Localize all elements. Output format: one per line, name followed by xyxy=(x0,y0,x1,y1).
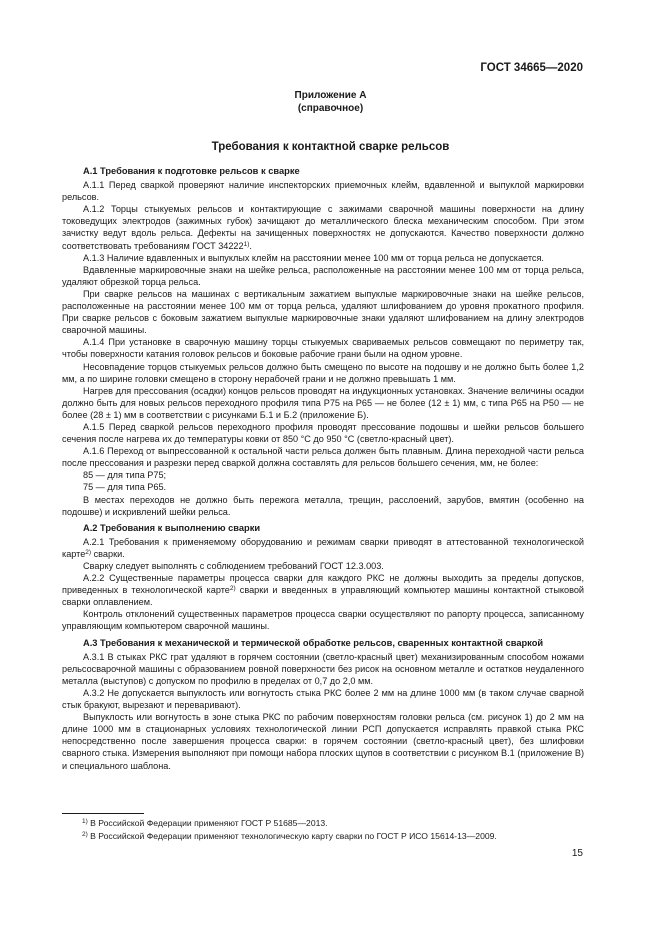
footnote-mark: 2) xyxy=(82,831,88,838)
footnotes xyxy=(62,817,584,843)
paragraph: Нагрев для прессования (осадки) концов рельсов проводят на индукционных установках. Значение величины осадки должно быть для новых рельсов переходного профиля типа Р75 на Р65 — не более (12 ± 1) мм, с типа Р65 на Р50 — не более (28 ± 1) мм в соответствии с рисунками Б.1 и Б.2 (приложение Б). xyxy=(62,385,584,420)
section-heading-a2: А.2 Требования к выполнению сварки xyxy=(83,522,261,533)
list-item: 85 — для типа Р75; xyxy=(83,470,167,481)
footnote-mark: 1) xyxy=(82,818,88,825)
paragraph-text: А.2.1 Требования к применяемому оборудованию и режимам сварки приводят в аттестованной технологической карте xyxy=(62,536,584,559)
paragraph xyxy=(62,203,584,251)
paragraph: А.3.2 Не допускается выпуклость или вогнутость стыка РКС более 2 мм на длине 1000 мм (в таком случае сварной стык бракуют, вырезают и переваривают). xyxy=(62,687,584,711)
paragraph: А.1.6 Переход от выпрессованной к остальной части рельса должен быть плавным. Длина переходной части рельса после прессования и разрезки перед сваркой должна составлять для рельсов большего сечения, мм, не более: xyxy=(62,446,584,469)
paragraph: А.1.4 При установке в сварочную машину торцы стыкуемых свариваемых рельсов совмещают по периметру так, чтобы поверхности катания головок рельсов и боковые рабочие грани были на одном уровне. xyxy=(62,337,584,360)
document-body xyxy=(62,165,584,772)
footnote-text: В Российской Федерации применяют технологическую карту сварки по ГОСТ Р ИСО 15614-13—2009. xyxy=(87,831,497,841)
appendix-title: Приложение А xyxy=(294,90,367,101)
section-heading-a3: А.3 Требования к механической и термической обработке рельсов, сваренных контактной сваркой xyxy=(83,637,544,648)
paragraph: Выпуклость или вогнутость в зоне стыка РКС по рабочим поверхностям головки рельса (см. рисунок 1) до 2 мм на длине 1000 мм в стационарных условиях технологической линии РСП допускается исправлять правкой стыка РКС непосредственно после завершения процесса сварки: в горячем состоянии (светло-красный цвет), без шлифовки сварного стыка. Измерения выполняют при помощи набора плоских щупов в соответствии с рисунком В.1 (приложение В) и специального шаблона. xyxy=(62,712,584,771)
footnote-divider xyxy=(62,813,144,814)
paragraph: Вдавленные маркировочные знаки на шейке рельса, расположенные на расстоянии менее 100 мм от торца рельса, удаляют обрезкой торца рельса. xyxy=(62,264,584,287)
paragraph-text: сварки. xyxy=(91,548,125,559)
footnote-1 xyxy=(62,817,584,830)
footnote-ref: 2) xyxy=(85,548,92,556)
paragraph-text: А.2.2 Существенные параметры процесса сварки для каждого РКС не должны выходить за пределы допусков, приведенных в технологической карте xyxy=(62,573,584,596)
paragraph: А.1.3 Наличие вдавленных и выпуклых клейм на расстоянии менее 100 мм от торца рельса не допускается. xyxy=(83,252,544,263)
footnote-2 xyxy=(62,830,584,843)
page-number: 15 xyxy=(571,848,583,859)
footnote-text: В Российской Федерации применяют ГОСТ Р 51685—2013. xyxy=(87,818,328,828)
paragraph: А.3.1 В стыках РКС грат удаляют в горячем состоянии (светло-красный цвет) механизированным способом ножами рельсосварочной машины с образованием ровной поверхности без рисок на основном металле и остатков неудаленного металла (выступов) с допуском по профилю в пределах от 0,7 до 2,0 мм. xyxy=(62,651,584,686)
list-item: 75 — для типа Р65. xyxy=(83,482,167,493)
paragraph: При сварке рельсов на машинах с вертикальным зажатием выпуклые маркировочные знаки на шейке рельсов, расположенные на расстоянии менее 100 мм от торца рельса, удаляют шлифованием до уровня прокатного профиля. При сварке рельсов с боковым зажатием выпуклые маркировочные знаки удаляют шлифованием на длину электродов сварочной машины. xyxy=(62,288,584,336)
paragraph: Контроль отклонений существенных параметров процесса сварки осуществляют по рапорту процесса, записанному управляющим компьютером сварочной машины. xyxy=(62,609,584,632)
paragraph: А.1.5 Перед сваркой рельсов переходного профиля проводят прессование подошвы и шейки рельсов большего сечения после нагрева их до температуры ковки от 850 °С до 950 °С (светло-красный цвет). xyxy=(62,421,584,445)
paragraph: А.1.1 Перед сваркой проверяют наличие инспекторских приемочных клейм, вдавленной и выпуклой маркировки рельсов. xyxy=(62,180,584,203)
paragraph xyxy=(62,536,584,560)
paragraph-text: А.1.2 Торцы стыкуемых рельсов и контактирующие с зажимами сварочной машины поверхности на длину токоведущих электродов (зажимных губок) зачищают до металлического блеска механическим способом. При этом зачистку ведут вдоль рельса. Дефекты на зачищенных поверхностях не допускаются. Качество поверхности должно соответствовать требованиям ГОСТ 34222 xyxy=(62,204,584,251)
paragraph-text: сварки и введенных в управляющий компьютер машины контактной стыковой сварки оплавлением. xyxy=(62,585,584,608)
paragraph: Несовпадение торцов стыкуемых рельсов должно быть смещено по высоте на подошву и не должно быть более 1,2 мм, а по ширине головки смещено в сторону нерабочей грани и не должно превышать 1 мм. xyxy=(62,361,584,384)
footnote-ref: 1) xyxy=(243,240,250,248)
paragraph: Сварку следует выполнять с соблюдением требований ГОСТ 12.3.003. xyxy=(83,561,384,571)
footnote-ref: 2) xyxy=(229,585,236,593)
section-heading-a1: А.1 Требования к подготовке рельсов к сварке xyxy=(83,166,300,176)
document-code: ГОСТ 34665—2020 xyxy=(480,62,583,74)
paragraph: В местах переходов не должно быть пережога металла, трещин, расслоений, зарубов, вмятин (особенно на подошве) и искривлений шейки рельса. xyxy=(62,494,584,517)
paragraph-text: . xyxy=(249,240,252,251)
paragraph xyxy=(62,572,584,608)
appendix-subtitle: (справочное) xyxy=(297,103,364,114)
main-title: Требования к контактной сварке рельсов xyxy=(211,141,450,153)
